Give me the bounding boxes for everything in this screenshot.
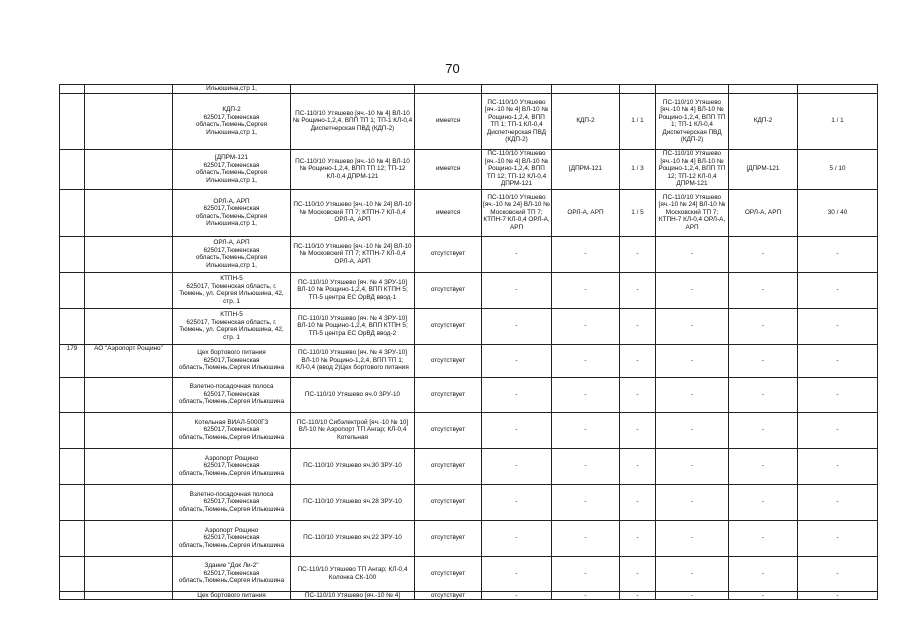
cell-c3: - [620,412,656,448]
cell-c2: КДП-2 [552,93,620,149]
cell-c3: - [620,520,656,556]
cell-c1: ПС-110/10 Утяшево [яч.-10 № 24] ВЛ-10 № Московский ТП 7; КТПН-7 КЛ-0,4 ОРЛ-А, АРП [482,189,552,236]
cell-c5: - [729,591,798,600]
cell-organization [85,591,173,600]
cell-c2: - [552,484,620,520]
table-row [60,272,878,308]
cell-c4: ПС-110/10 Утяшево [яч.-10 № 24] ВЛ-10 № Московский ТП 7; КТПН-7 КЛ-0,4 ОРЛ-А, АРП [656,189,729,236]
cell-connection: ПС-110/10 Сибэлектрой [яч.-10 № 10] ВЛ-10 № Аэропорт ТП Ангар; КЛ-0,4 Котельная [291,412,415,448]
cell-number [60,149,85,189]
cell-organization [85,412,173,448]
cell-number [60,308,85,344]
cell-c5: ОРЛ-А, АРП [729,189,798,236]
cell-number: 179 [60,344,85,377]
cell-c5: - [729,556,798,591]
cell-status: отсутствует [415,520,482,556]
cell-object: Взлетно-посадочная полоса 625017,Тюменская область,Тюмень,Сергея Ильюшина [173,377,291,412]
cell-c3: 1 / 5 [620,189,656,236]
cell-c4: - [656,412,729,448]
cell-organization [85,189,173,236]
cell-object: Котельная ВИАЛ-5000ГЗ 625017,Тюменская область,Тюмень,Сергея Ильюшина [173,412,291,448]
cell-connection: ПС-110/10 Утяшево яч.28 ЗРУ-10 [291,484,415,520]
cell-organization [85,377,173,412]
cell-status: имеется [415,149,482,189]
cell-c3: - [620,448,656,484]
cell-c3: - [620,272,656,308]
cell-status: отсутствует [415,484,482,520]
cell-number [60,484,85,520]
cell-object: Цех бортового питания [173,591,291,600]
cell-c4: - [656,377,729,412]
cell-c4: - [656,448,729,484]
cell-c6: - [798,377,878,412]
cell-object: ОРЛ-А, АРП 625017,Тюменская область,Тюмень,Сергея Ильюшина,стр 1, [173,189,291,236]
cell-c2 [552,85,620,94]
table-row [60,236,878,272]
cell-object: ОРЛ-А, АРП 625017,Тюменская область,Тюмень,Сергея Ильюшина,стр 1, [173,236,291,272]
table-row [60,344,878,377]
cell-c3: 1 / 1 [620,93,656,149]
cell-c4: ПС-110/10 Утяшево [яч.-10 № 4] ВЛ-10 № Рощино-1,2,4, ВПП ТП 1; ТП-1 КЛ-0,4 Диспетчерская ПВД (КДП-2) [656,93,729,149]
cell-c5: - [729,272,798,308]
cell-c6: - [798,484,878,520]
cell-connection: ПС-110/10 Утяшево [яч.-10 № 24] ВЛ-10 № Московский ТП 7; КТПН-7 КЛ-0,4 ОРЛ-А, АРП [291,236,415,272]
cell-c2: [ДПРМ-121 [552,149,620,189]
cell-status [415,85,482,94]
cell-c2: - [552,412,620,448]
cell-organization [85,85,173,94]
cell-organization [85,556,173,591]
cell-organization [85,272,173,308]
cell-organization [85,236,173,272]
cell-c5: - [729,377,798,412]
cell-c3: - [620,484,656,520]
cell-c2: - [552,556,620,591]
cell-status: отсутствует [415,591,482,600]
table-row-stub-top [60,85,878,94]
cell-object: Взлетно-посадочная полоса 625017,Тюменская область,Тюмень,Сергея Ильюшина [173,484,291,520]
table-row [60,484,878,520]
cell-c1: - [482,520,552,556]
cell-object: Цех бортового питания 625017,Тюменская область,Тюмень,Сергея Ильюшина [173,344,291,377]
cell-c3: - [620,236,656,272]
cell-c5: - [729,520,798,556]
table-body [60,85,878,600]
page-number: 70 [445,61,460,76]
cell-connection: ПС-110/10 Утяшево яч.0 ЗРУ-10 [291,377,415,412]
cell-status: отсутствует [415,448,482,484]
cell-organization [85,308,173,344]
cell-status: отсутствует [415,556,482,591]
cell-c5: - [729,484,798,520]
cell-c3: - [620,308,656,344]
cell-c5: - [729,344,798,377]
cell-organization: АО "Аэропорт Рощино" [85,344,173,377]
table-row [60,149,878,189]
cell-c2: - [552,236,620,272]
cell-connection: ПС-110/10 Утяшево [яч.-10 № 24] ВЛ-10 № Московский ТП 7; КТПН-7 КЛ-0,4 ОРЛ-А, АРП [291,189,415,236]
cell-c2: - [552,377,620,412]
cell-number [60,377,85,412]
cell-c1: - [482,448,552,484]
cell-object: КДП-2 625017,Тюменская область,Тюмень,Сергея Ильюшина,стр 1, [173,93,291,149]
cell-c4: - [656,236,729,272]
cell-number [60,85,85,94]
table-row [60,308,878,344]
cell-c5 [729,85,798,94]
cell-c4: - [656,520,729,556]
cell-status: отсутствует [415,308,482,344]
cell-connection: ПС-110/10 Утяшево [яч. № 4 ЗРУ-10] ВЛ-10 № Рощино-1,2,4, ВПП КТПН 5; ТП-5 центра ЕС ОрВД ввод-1 [291,272,415,308]
cell-c1: - [482,556,552,591]
cell-c2: - [552,308,620,344]
cell-number [60,412,85,448]
cell-c3: - [620,377,656,412]
cell-object: Ильюшина,стр 1, [173,85,291,94]
table-row-stub-bottom [60,591,878,600]
cell-c6: 30 / 40 [798,189,878,236]
cell-c5: - [729,412,798,448]
cell-c1: ПС-110/10 Утяшево [яч.-10 № 4] ВЛ-10 № Рощино-1,2,4, ВПП ТП 1; ТП-1 КЛ-0,4 Диспетчерская ПВД (КДП-2) [482,93,552,149]
cell-c3: - [620,556,656,591]
cell-c1: - [482,308,552,344]
cell-c1: - [482,236,552,272]
cell-c1: ПС-110/10 Утяшево [яч.-10 № 4] ВЛ-10 № Рощино-1,2,4, ВПП ТП 12; ТП-12 КЛ-0,4 ДПРМ-121 [482,149,552,189]
cell-organization [85,484,173,520]
cell-number [60,556,85,591]
cell-c4: - [656,556,729,591]
cell-number [60,520,85,556]
cell-c2: - [552,591,620,600]
cell-number [60,93,85,149]
cell-object: Здание "Док Ли-2" 625017,Тюменская область,Тюмень,Сергея Ильюшина [173,556,291,591]
cell-status: имеется [415,189,482,236]
cell-c4: ПС-110/10 Утяшево [яч.-10 № 4] ВЛ-10 № Рощино-1,2,4, ВПП ТП 12; ТП-12 КЛ-0,4 ДПРМ-121 [656,149,729,189]
cell-connection: ПС-110/10 Утяшево [яч.-10 № 4] [291,591,415,600]
cell-c6: - [798,448,878,484]
cell-connection: ПС-110/10 Утяшево ТП Ангар; КЛ-0,4 Колонка СК-100 [291,556,415,591]
cell-object: КТПН-5 625017, Тюменская область, г. Тюмень, ул. Сергея Ильюшина, 42, стр. 1 [173,308,291,344]
cell-c3: 1 / 3 [620,149,656,189]
cell-c2: ОРЛ-А, АРП [552,189,620,236]
cell-organization [85,520,173,556]
cell-c1: - [482,344,552,377]
cell-c4: - [656,308,729,344]
cell-c1: - [482,272,552,308]
cell-organization [85,448,173,484]
table-row [60,556,878,591]
cell-c5: КДП-2 [729,93,798,149]
cell-connection [291,85,415,94]
cell-c4: - [656,591,729,600]
cell-c6: - [798,344,878,377]
cell-c1: - [482,377,552,412]
cell-connection: ПС-110/10 Утяшево [яч. № 4 ЗРУ-10] ВЛ-10 № Рощино-1,2,4, ВПП КТПН 5; ТП-5 центра ЕС ОрВД ввод-2 [291,308,415,344]
cell-status: отсутствует [415,377,482,412]
table-row [60,93,878,149]
cell-c5: - [729,236,798,272]
cell-c1: - [482,591,552,600]
cell-c6: 1 / 1 [798,93,878,149]
table-row [60,377,878,412]
cell-organization [85,93,173,149]
connection-table [59,84,878,600]
cell-c4: - [656,272,729,308]
cell-c2: - [552,448,620,484]
cell-c6: 5 / 10 [798,149,878,189]
cell-c6: - [798,236,878,272]
cell-c2: - [552,344,620,377]
cell-connection: ПС-110/10 Утяшево [яч.-10 № 4] ВЛ-10 № Рощино-1,2,4, ВПП ТП 1; ТП-1 КЛ-0,4 Диспетчерская ПВД (КДП-2) [291,93,415,149]
cell-c1: - [482,412,552,448]
cell-organization [85,149,173,189]
cell-c4: - [656,484,729,520]
cell-number [60,448,85,484]
cell-number [60,591,85,600]
cell-c4: - [656,344,729,377]
cell-object: Аэропорт Рощино 625017,Тюменская область,Тюмень,Сергея Ильюшина [173,520,291,556]
cell-c6: - [798,308,878,344]
cell-c5: - [729,448,798,484]
cell-c2: - [552,272,620,308]
cell-connection: ПС-110/10 Утяшево [яч. № 4 ЗРУ-10] ВЛ-10 № Рощино-1,2,4, ВПП ТП 1; КЛ-0,4 (ввод 2)Цех бортового питания [291,344,415,377]
cell-status: имеется [415,93,482,149]
cell-c6: - [798,591,878,600]
cell-c1: - [482,484,552,520]
cell-object: Аэропорт Рощино 625017,Тюменская область,Тюмень,Сергея Ильюшина [173,448,291,484]
cell-status: отсутствует [415,344,482,377]
cell-c4 [656,85,729,94]
cell-c3 [620,85,656,94]
cell-number [60,189,85,236]
cell-number [60,236,85,272]
cell-c6: - [798,520,878,556]
table-row [60,189,878,236]
cell-connection: ПС-110/10 Утяшево яч.22 ЗРУ-10 [291,520,415,556]
cell-status: отсутствует [415,272,482,308]
cell-object: КТПН-5 625017, Тюменская область, г. Тюмень, ул. Сергея Ильюшина, 42, стр. 1 [173,272,291,308]
cell-status: отсутствует [415,412,482,448]
cell-c5: [ДПРМ-121 [729,149,798,189]
cell-connection: ПС-110/10 Утяшево [яч.-10 № 4] ВЛ-10 № Рощино-1,2,4, ВПП ТП 12; ТП-12 КЛ-0,4 ДПРМ-121 [291,149,415,189]
cell-c5: - [729,308,798,344]
cell-c6 [798,85,878,94]
cell-number [60,272,85,308]
table-row [60,448,878,484]
document-sheet [59,84,877,600]
cell-c6: - [798,556,878,591]
cell-c6: - [798,412,878,448]
cell-c3: - [620,591,656,600]
cell-connection: ПС-110/10 Утяшево яч.30 ЗРУ-10 [291,448,415,484]
table-row [60,520,878,556]
cell-c2: - [552,520,620,556]
table-row [60,412,878,448]
cell-c6: - [798,272,878,308]
cell-status: отсутствует [415,236,482,272]
cell-c1 [482,85,552,94]
cell-c3: - [620,344,656,377]
cell-object: [ДПРМ-121 625017,Тюменская область,Тюмень,Сергея Ильюшина,стр 1, [173,149,291,189]
